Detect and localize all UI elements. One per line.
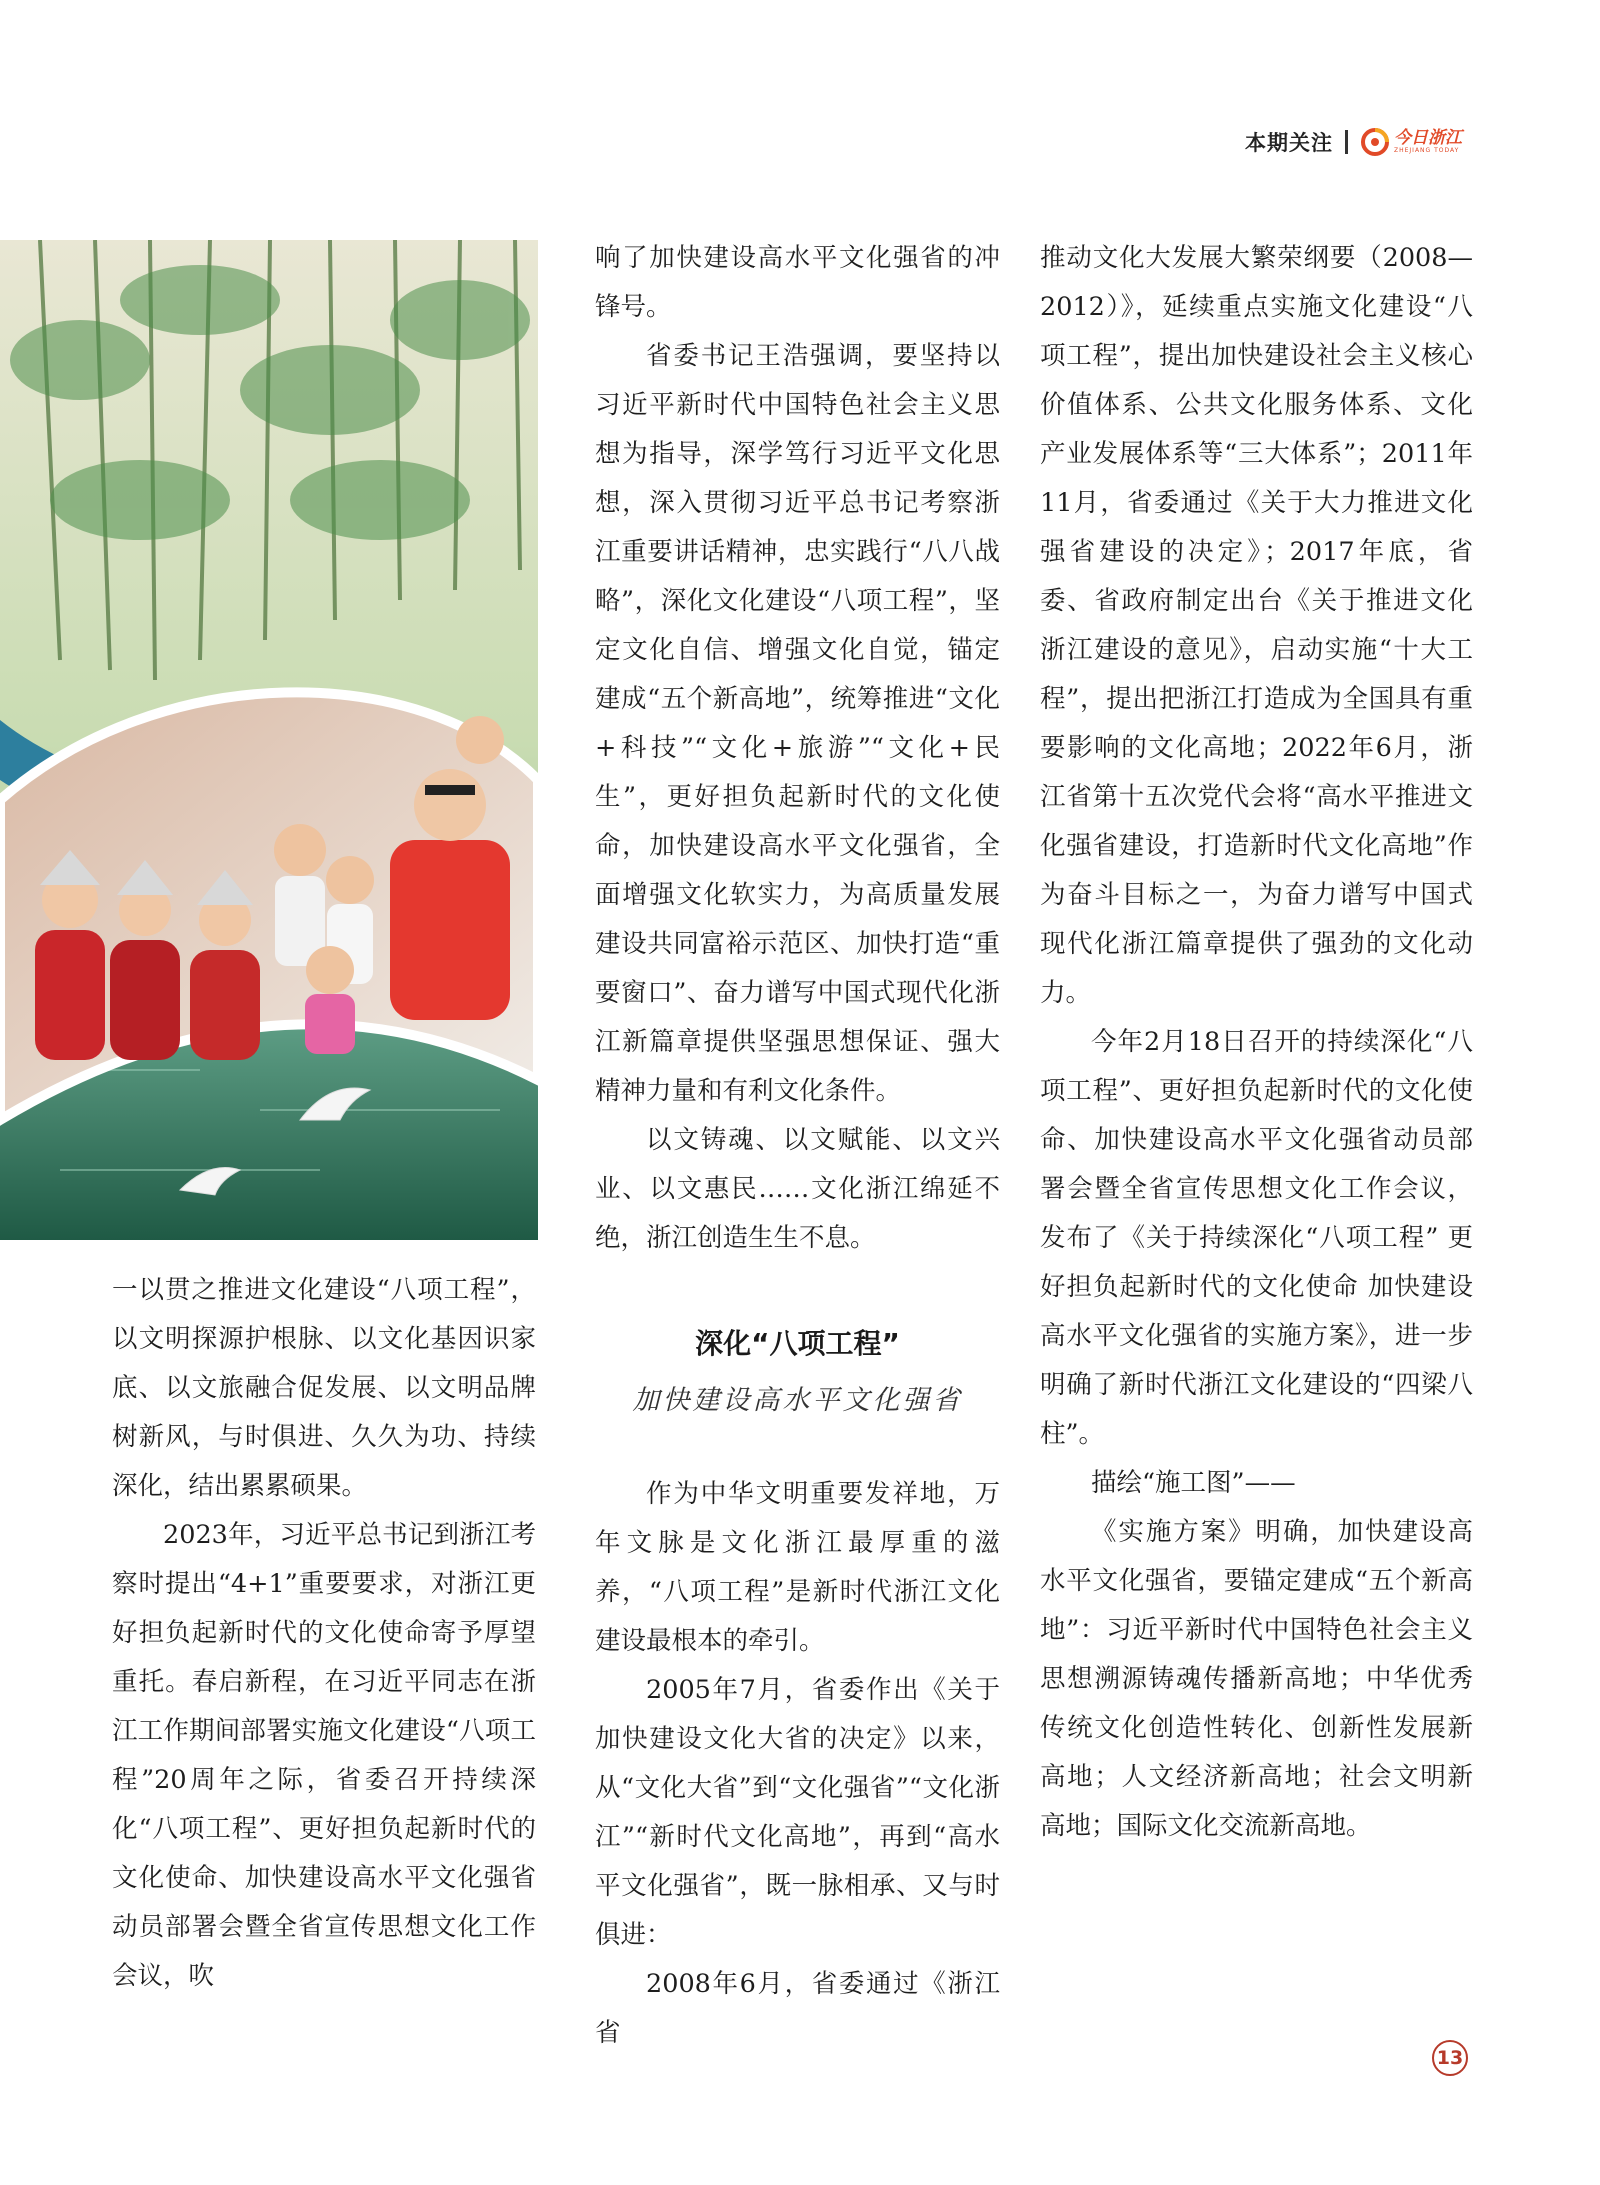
- logo-chinese-text: 今日浙江: [1394, 128, 1462, 148]
- paragraph: 描绘“施工图”——: [1091, 1468, 1296, 1498]
- paragraph: 2023年，习近平总书记到浙江考察时提出“4+1”重要要求，对浙江更好担负起新时代的文化使命寄予厚望重托。春启新程，在习近平同志在浙江工作期间部署实施文化建设“八项工程”20周年之际，省委召开持续深化“八项工程”、更好担负起新时代的文化使命、加快建设高水平文化强省动员部署会暨全省宣传思想文化工作会议，吹: [112, 1520, 536, 1991]
- logo-english-text: ZHEJIANG TODAY: [1394, 147, 1460, 154]
- paragraph: 响了加快建设高水平文化强省的冲锋号。: [595, 243, 1000, 322]
- text-column-b: [1040, 234, 1473, 1851]
- header-divider: [1345, 130, 1348, 154]
- paragraph: 今年2月18日召开的持续深化“八项工程”、更好担负起新时代的文化使命、加快建设高水平文化强省动员部署会暨全省宣传思想文化工作会议，发布了《关于持续深化“八项工程” 更好担负起新时代的文化使命 加快建设高水平文化强省的实施方案》，进一步明确了新时代浙江文化建设的“四梁八柱”。: [1040, 1027, 1473, 1449]
- paragraph: 2008年6月，省委通过《浙江省: [595, 1969, 1000, 2048]
- paragraph: 作为中华文明重要发祥地，万年文脉是文化浙江最厚重的滋养，“八项工程”是新时代浙江文化建设最根本的牵引。: [595, 1479, 1000, 1656]
- magazine-logo: [1360, 127, 1462, 157]
- page-header: [1245, 122, 1462, 162]
- paragraph: 一以贯之推进文化建设“八项工程”，以文明探源护根脉、以文化基因识家底、以文旅融合促发展、以文明品牌树新风，与时俱进、久久为功、持续深化，结出累累硕果。: [112, 1275, 536, 1501]
- ethnic-costume-icon: [35, 850, 260, 1060]
- text-column-a: [595, 234, 1000, 1263]
- paragraph: 《实施方案》明确，加快建设高水平文化强省，要锚定建成“五个新高地”：习近平新时代中国特色社会主义思想溯源铸魂传播新高地；中华优秀传统文化创造性转化、创新性发展新高地；人文经济新高地；社会文明新高地；国际文化交流新高地。: [1040, 1517, 1473, 1841]
- section-label: 本期关注: [1245, 131, 1333, 155]
- paragraph: 省委书记王浩强调，要坚持以习近平新时代中国特色社会主义思想为指导，深学笃行习近平文化思想，深入贯彻习近平总书记考察浙江重要讲话精神，忠实践行“八八战略”，深化文化建设“八项工程”，坚定文化自信、增强文化自觉，锚定建成“五个新高地”，统筹推进“文化+科技”“文化+旅游”“文化+民生”，更好担负起新时代的文化使命，加快建设高水平文化强省，全面增强文化软实力，为高质量发展建设共同富裕示范区、加快打造“重要窗口”、奋力谱写中国式现代化浙江新篇章提供坚强思想保证、强大精神力量和有利文化条件。: [595, 341, 1000, 1106]
- paragraph: 推动文化大发展大繁荣纲要（2008—2012）》，延续重点实施文化建设“八项工程”，提出加快建设社会主义核心价值体系、公共文化服务体系、文化产业发展体系等“三大体系”；2011年11月，省委通过《关于大力推进文化强省建设的决定》；2017年底，省委、省政府制定出台《关于推进文化浙江建设的意见》，启动实施“十大工程”，提出把浙江打造成为全国具有重要影响的文化高地；2022年6月，浙江省第十五次党代会将“高水平推进文化强省建设，打造新时代文化高地”作为奋斗目标之一，为奋力谱写中国式现代化浙江篇章提供了强劲的文化动力。: [1040, 243, 1473, 1008]
- swirl-logo-icon: [1360, 127, 1390, 157]
- text-column-d: [595, 1470, 1000, 2058]
- paragraph: 2005年7月，省委作出《关于加快建设文化大省的决定》以来，从“文化大省”到“文化强省”“文化浙江”“新时代文化高地”，再到“高水平文化强省”，既一脉相承、又与时俱进：: [595, 1675, 1000, 1950]
- section-heading: 深化“八项工程”: [695, 1327, 900, 1360]
- section-subheading: 加快建设高水平文化强省: [632, 1385, 963, 1416]
- paragraph: 以文铸魂、以文赋能、以文兴业、以文惠民……文化浙江绵延不绝，浙江创造生生不息。: [595, 1125, 1000, 1253]
- photo-collage: [0, 240, 538, 1240]
- text-column-c: [112, 1266, 536, 2001]
- page-number: 13: [1432, 2040, 1468, 2076]
